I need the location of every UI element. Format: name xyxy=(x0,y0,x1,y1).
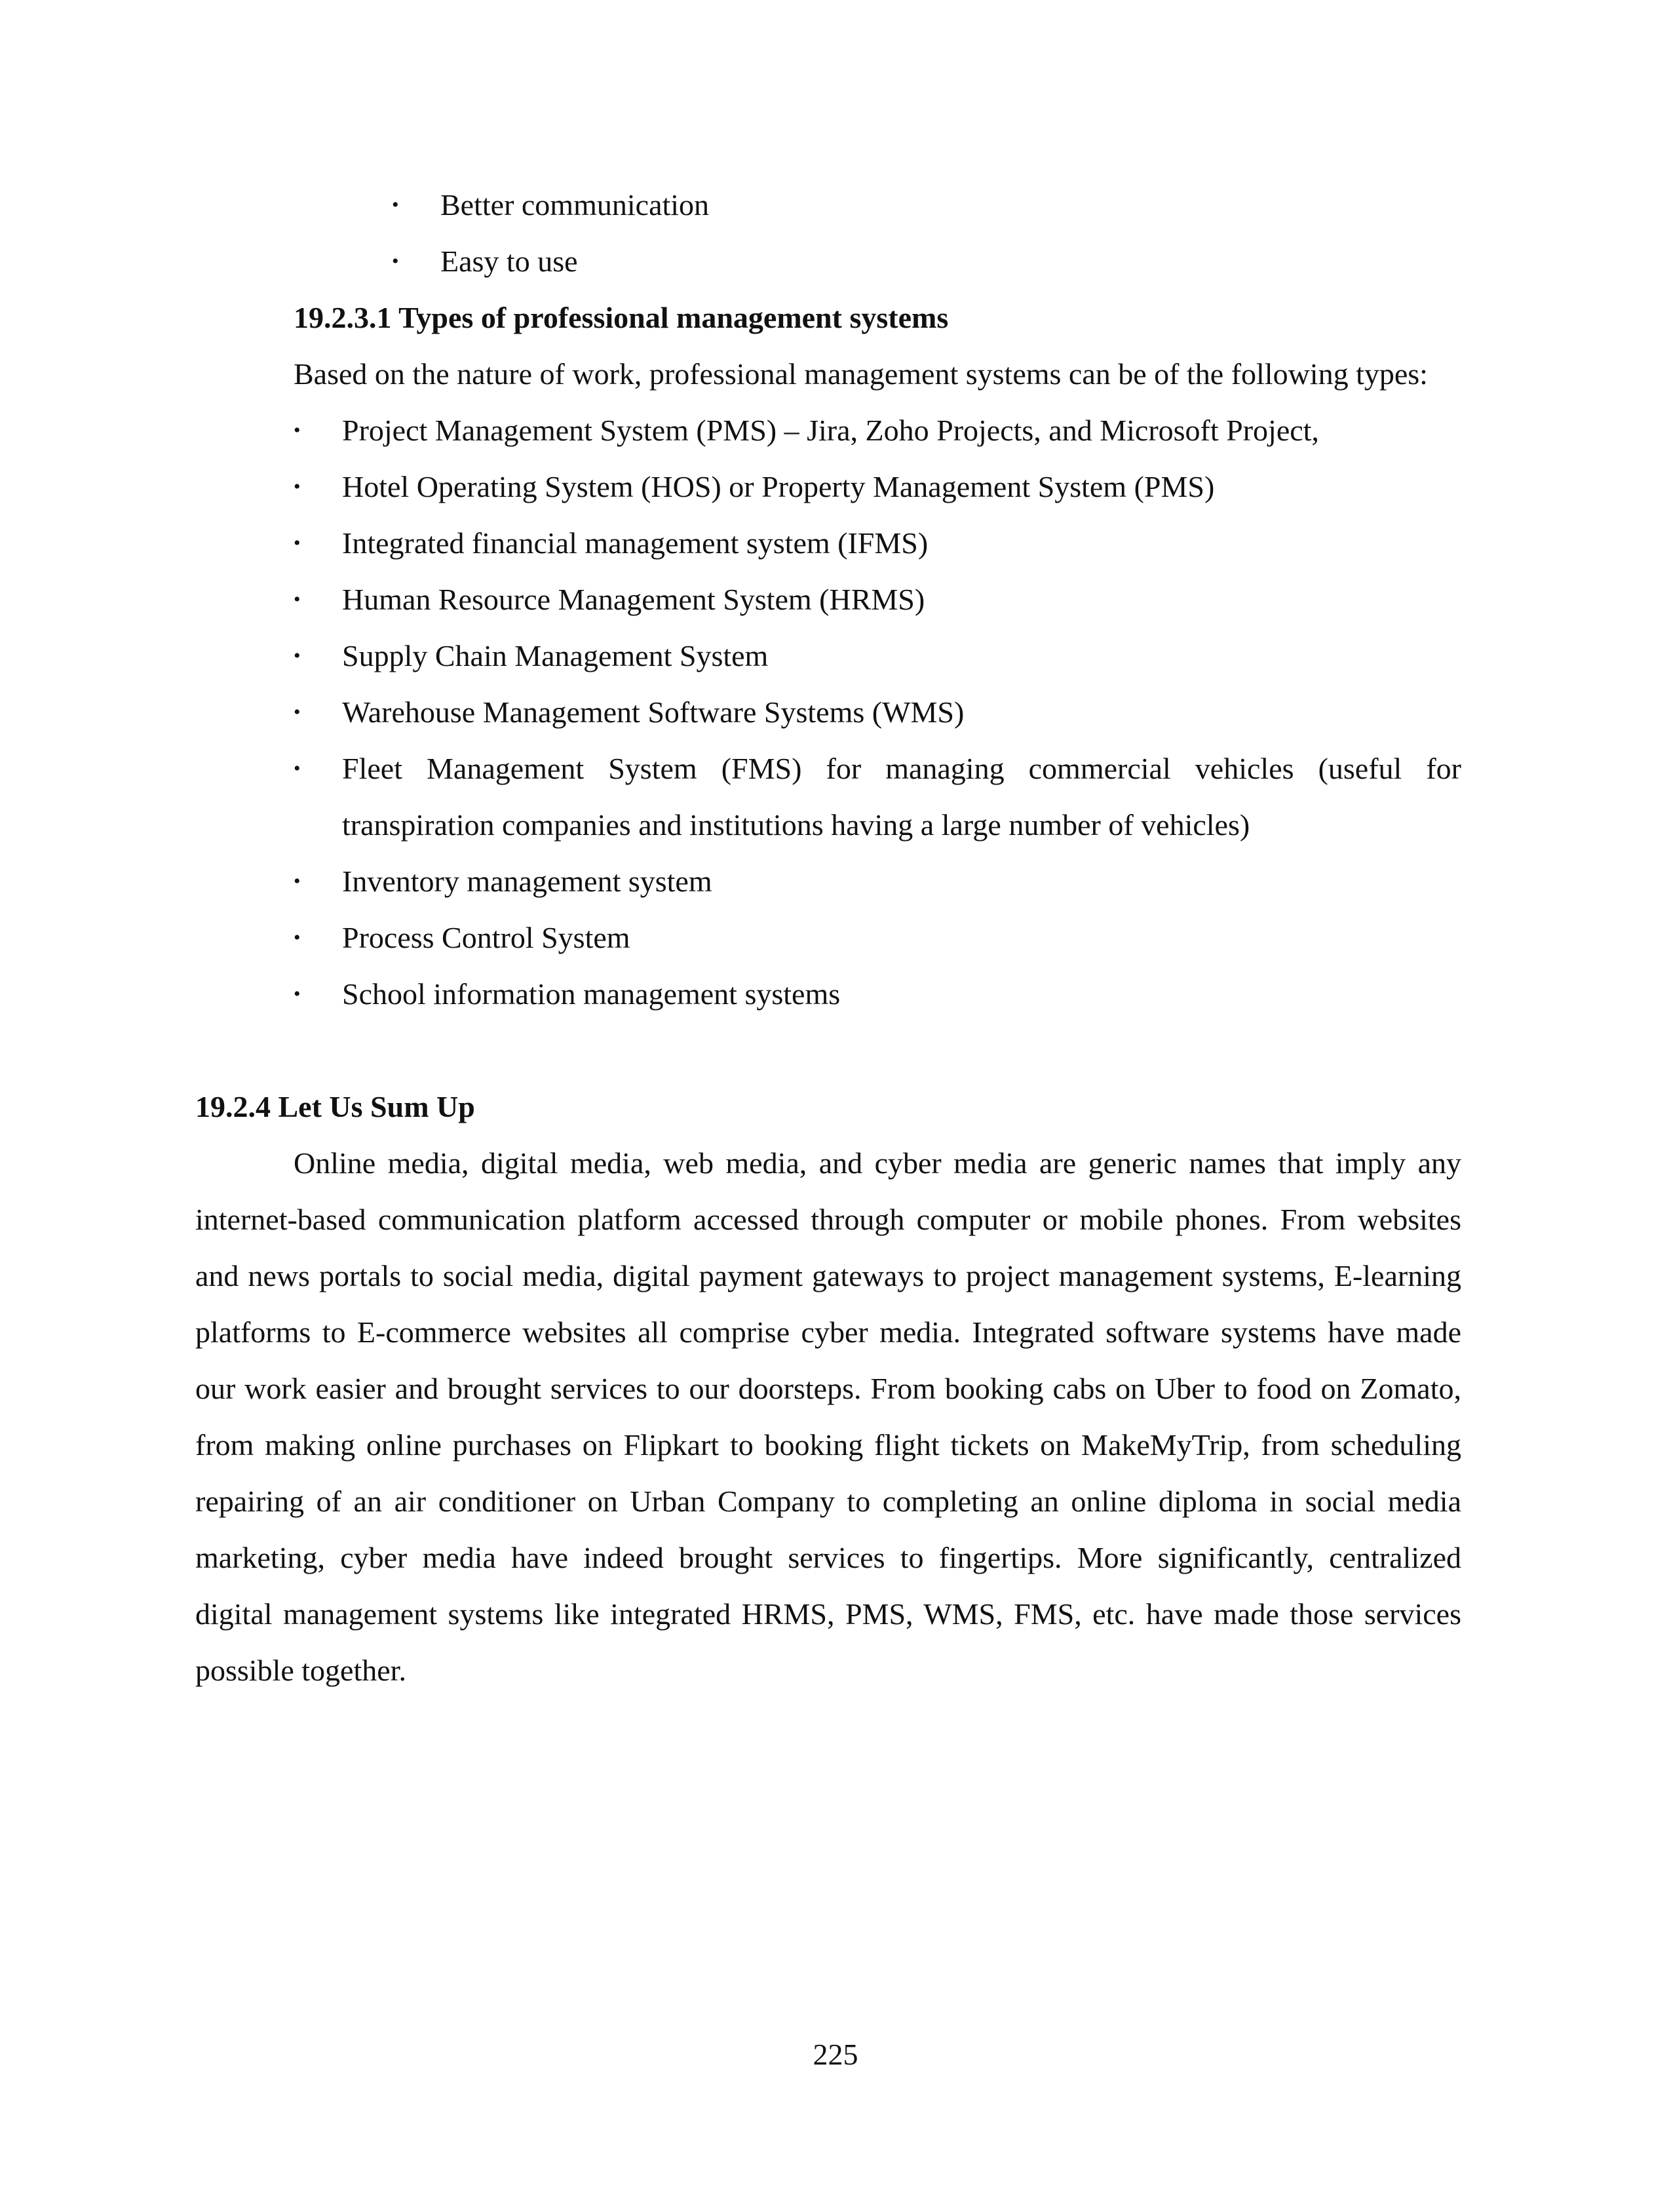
bullet-icon: • xyxy=(294,983,301,1005)
list-item xyxy=(294,910,1461,966)
bullet-icon: • xyxy=(294,532,301,554)
list-item xyxy=(294,402,1461,459)
list-item xyxy=(294,572,1461,628)
list-item xyxy=(392,177,1468,233)
list-item xyxy=(294,459,1461,515)
page-content xyxy=(195,177,1468,1699)
bullet-icon: • xyxy=(294,645,301,667)
bullet-icon: • xyxy=(294,927,301,948)
list-item-text: Project Management System (PMS) – Jira, Zoho Projects, and Microsoft Project, xyxy=(342,414,1319,447)
types-list xyxy=(294,402,1461,1022)
bullet-icon: • xyxy=(392,194,399,216)
bullet-icon: • xyxy=(392,250,399,272)
list-item-text: Integrated financial management system (IFMS) xyxy=(342,526,929,560)
bullet-icon: • xyxy=(294,476,301,497)
page-number: 225 xyxy=(813,2038,858,2071)
section-heading: 19.2.4 Let Us Sum Up xyxy=(195,1090,475,1123)
list-item xyxy=(294,966,1461,1022)
list-item-text: Supply Chain Management System xyxy=(342,639,769,672)
list-item-text: Fleet Management System (FMS) for managing commercial vehicles (useful for transpiration companies and institutions having a large number of vehicles) xyxy=(342,752,1461,842)
list-item-text: Easy to use xyxy=(440,244,578,278)
list-item-text: School information management systems xyxy=(342,977,841,1011)
list-item-text: Process Control System xyxy=(342,921,630,954)
bullet-icon: • xyxy=(294,589,301,610)
list-item-text: Human Resource Management System (HRMS) xyxy=(342,583,925,616)
list-item-text: Inventory management system xyxy=(342,864,712,898)
list-item xyxy=(294,853,1461,910)
list-item-text: Better communication xyxy=(440,188,710,222)
bullet-icon: • xyxy=(294,758,301,779)
list-item xyxy=(294,628,1461,684)
bullet-icon: • xyxy=(294,419,301,441)
list-item xyxy=(392,233,1468,290)
list-item-text: Hotel Operating System (HOS) or Property Management System (PMS) xyxy=(342,470,1215,503)
list-item xyxy=(294,741,1461,853)
bullet-icon: • xyxy=(294,701,301,723)
subsection-heading: 19.2.3.1 Types of professional management systems xyxy=(294,301,949,334)
list-item xyxy=(294,515,1461,572)
subsection-intro: Based on the nature of work, professional management systems can be of the following types: xyxy=(294,357,1428,391)
list-item xyxy=(294,684,1461,741)
summary-paragraph: Online media, digital media, web media, and cyber media are generic names that imply any internet-based communication platform accessed through computer or mobile phones. From websites and news portals to social media, digital payment gateways to project management systems, E-learning platforms to E-commerce websites all comprise cyber media. Integrated software systems have made our work easier and brought services to our doorsteps. From booking cabs on Uber to food on Zomato, from making online purchases on Flipkart to booking flight tickets on MakeMyTrip, from scheduling repairing of an air conditioner on Urban Company to completing an online diploma in social media marketing, cyber media have indeed brought services to fingertips. More significantly, centralized digital management systems like integrated HRMS, PMS, WMS, FMS, etc. have made those services possible together. xyxy=(195,1146,1461,1687)
list-item-text: Warehouse Management Software Systems (WMS) xyxy=(342,695,965,729)
bullet-icon: • xyxy=(294,870,301,892)
top-bullet-list xyxy=(392,177,1468,290)
